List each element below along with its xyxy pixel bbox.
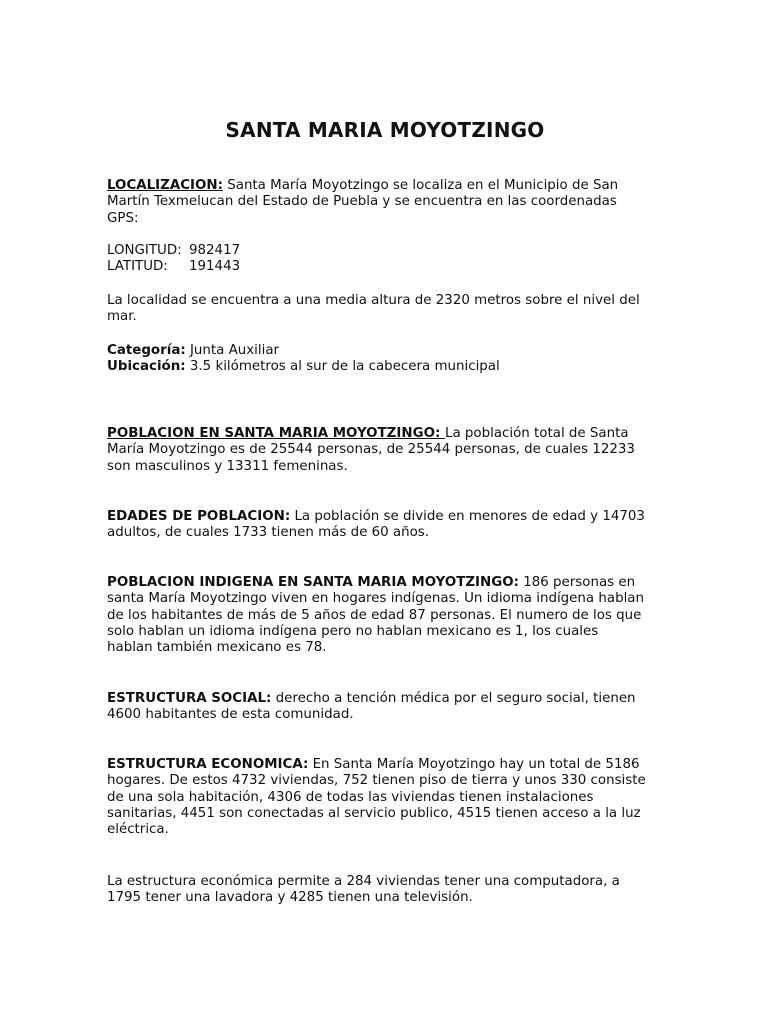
section-localizacion bbox=[107, 178, 647, 227]
economica-label: ESTRUCTURA ECONOMICA: bbox=[107, 757, 309, 772]
social-label: ESTRUCTURA SOCIAL: bbox=[107, 691, 272, 706]
indigena-label: POBLACION INDIGENA EN SANTA MARIA MOYOTZINGO: bbox=[107, 575, 519, 590]
edades-label: EDADES DE POBLACION: bbox=[107, 509, 291, 524]
section-indigena bbox=[107, 575, 647, 656]
social-text: derecho a tención médica por el seguro social, tienen 4600 habitantes de esta comunidad. bbox=[107, 691, 636, 723]
poblacion-text: La población total de Santa María Moyotzingo es de 25544 personas, de 25544 personas, de cuales 12233 son masculinos y 13311 femeninas. bbox=[107, 426, 635, 474]
section-edades bbox=[107, 509, 647, 542]
poblacion-label: POBLACION EN SANTA MARIA MOYOTZINGO: bbox=[107, 426, 445, 441]
economica-text: En Santa María Moyotzingo hay un total de 5186 hogares. De estos 4732 viviendas, 752 tienen piso de tierra y unos 330 consiste de una sola habitación, 4306 de todas las viviendas tienen instalaciones sanitarias, 4451 son conectadas al servicio publico, 4515 tienen acceso a la luz eléctrica. bbox=[107, 757, 646, 838]
localizacion-label: LOCALIZACION: bbox=[107, 178, 223, 193]
categoria-label: Categoría: bbox=[107, 343, 186, 358]
indigena-text: 186 personas en santa María Moyotzingo viven en hogares indígenas. Un idioma indígena hablan de los habitantes de más de 5 años de edad 87 personas. El numero de los que solo hablan un idioma indígena pero no hablan mexicano es 1, los cuales hablan también mexicano es 78. bbox=[107, 575, 644, 656]
page-title: SANTA MARIA MOYOTZINGO bbox=[225, 118, 545, 142]
economica-extra-text: La estructura económica permite a 284 viviendas tener una computadora, a 1795 tener una lavadora y 4285 tienen una televisión. bbox=[107, 874, 620, 906]
section-poblacion bbox=[107, 426, 647, 475]
longitud-label: LONGITUD: bbox=[107, 243, 182, 258]
latitud-label: LATITUD: bbox=[107, 259, 168, 275]
latitud-value: 191443 bbox=[189, 259, 241, 275]
section-coordinates bbox=[107, 243, 647, 276]
altura-text: La localidad se encuentra a una media altura de 2320 metros sobre el nivel del mar. bbox=[107, 293, 640, 325]
edades-text: La población se divide en menores de edad y 14703 adultos, de cuales 1733 tienen más de 60 años. bbox=[107, 509, 645, 541]
longitud-value: 982417 bbox=[189, 243, 241, 258]
ubicacion-label: Ubicación: bbox=[107, 359, 186, 375]
section-social bbox=[107, 691, 647, 724]
localizacion-text: Santa María Moyotzingo se localiza en el Municipio de San Martín Texmelucan del Estado de Puebla y se encuentra en las coordenadas GPS: bbox=[107, 178, 619, 226]
section-economica bbox=[107, 757, 647, 838]
categoria-value: Junta Auxiliar bbox=[185, 343, 280, 358]
ubicacion-value: 3.5 kilómetros al sur de la cabecera municipal bbox=[185, 359, 500, 375]
section-categoria-ubicacion bbox=[107, 343, 647, 376]
